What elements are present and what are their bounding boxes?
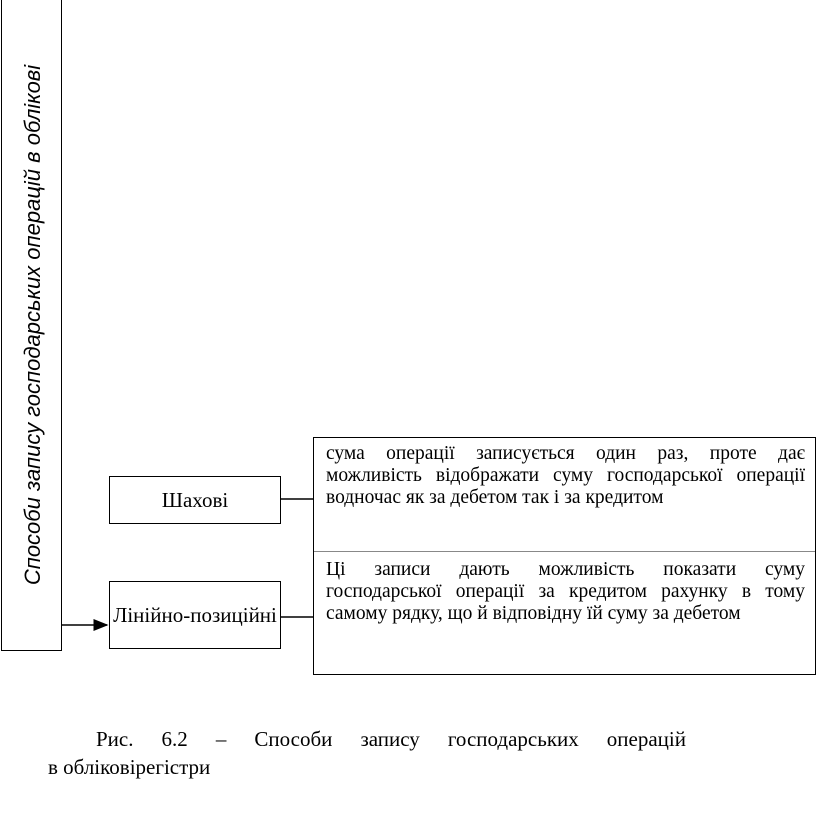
side-category-label: Способи запису господарських операцій в облікові [20, 64, 45, 586]
linear-description-text: Ці записи дають можливість показати суму господарської операції за кредитом рахунку в тому самому рядку, що й відповідну їй суму за дебетом [326, 559, 805, 624]
chess-description [314, 438, 815, 552]
linear-description [314, 552, 815, 674]
caption-line-2: в обліковірегістри [48, 755, 211, 780]
chess-method-box [109, 476, 281, 524]
linear-method-label: Лінійно-позиційні [113, 602, 277, 627]
side-category-box [1, 0, 62, 651]
chess-method-label: Шахові [161, 487, 229, 512]
chess-description-text: сума операції записується один раз, проте дає можливість відображати суму господарської операції водночас як за дебетом так і за кредитом [326, 443, 805, 508]
descriptions-box [313, 437, 816, 675]
linear-method-box [109, 581, 281, 649]
caption-line-1: Рис. 6.2 – Способи запису господарських операцій [96, 727, 686, 751]
figure-caption [48, 725, 698, 782]
